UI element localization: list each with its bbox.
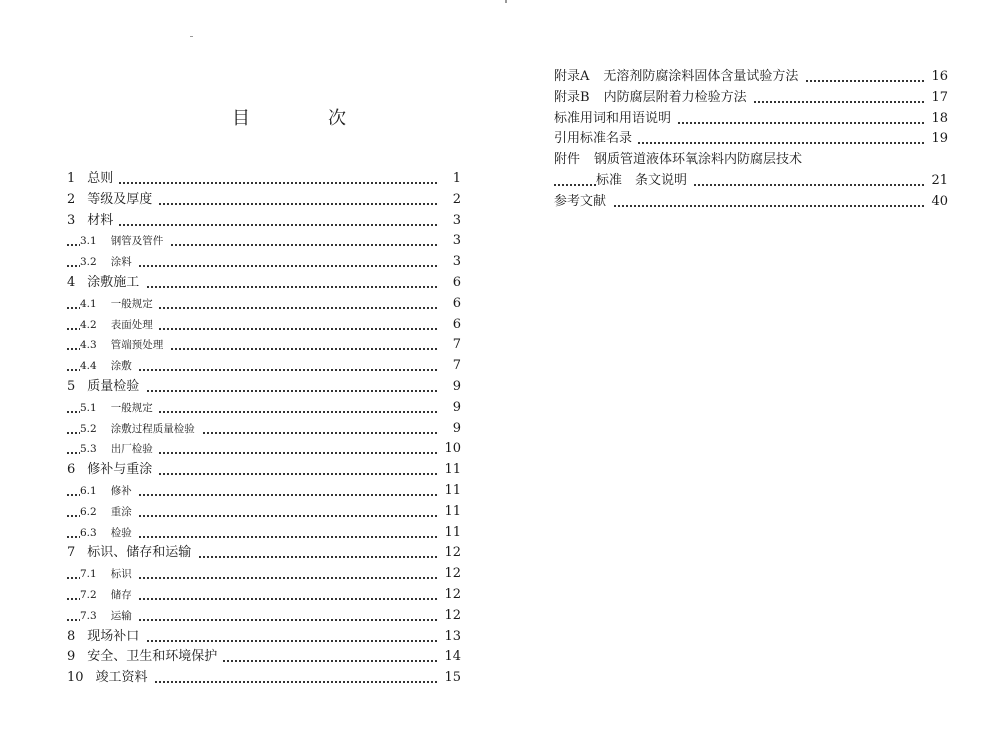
toc-entry-number: 6 <box>67 462 76 478</box>
toc-entry-label <box>80 502 138 523</box>
toc-entry[interactable] <box>67 439 461 460</box>
toc-entry[interactable] <box>67 169 461 190</box>
toc-entry-title: 钢管及管件 <box>110 235 164 248</box>
toc-entry-page-number: 9 <box>438 398 461 419</box>
toc-entry-title: 等级及厚度 <box>87 191 153 207</box>
toc-entry-number: 7.1 <box>80 568 97 581</box>
toc-entry-title: 质量检验 <box>87 378 140 394</box>
toc-entry[interactable] <box>67 585 461 606</box>
toc-entry[interactable] <box>67 481 461 502</box>
toc-entry-title: 标准用词和用语说明 <box>554 110 672 126</box>
toc-entry[interactable] <box>554 109 948 130</box>
toc-entry-page-number: 18 <box>925 109 948 130</box>
toc-entry[interactable] <box>67 627 461 648</box>
toc-entry-title: 运输 <box>110 609 132 622</box>
toc-entry-title: 涂敷施工 <box>87 274 140 290</box>
toc-entry-title: 现场补口 <box>87 628 140 644</box>
toc-entry[interactable] <box>67 668 461 689</box>
toc-entry-page-number: 7 <box>438 335 461 356</box>
toc-entry[interactable] <box>67 273 461 294</box>
toc-entry-number: 4.2 <box>80 318 97 331</box>
toc-entry-title: 竣工资料 <box>95 670 148 686</box>
toc-entry-page-number: 14 <box>438 647 461 668</box>
toc-entry-page-number: 1 <box>438 169 461 190</box>
toc-entry-page-number: 11 <box>438 502 461 523</box>
toc-entry-label <box>596 171 693 192</box>
toc-entry-label <box>67 543 197 564</box>
toc-entry-label <box>80 419 201 440</box>
toc-entry[interactable] <box>67 294 461 315</box>
toc-entry-title: 标识 <box>110 568 132 581</box>
toc-entry-number: 附录B <box>554 89 590 105</box>
toc-entry[interactable] <box>67 377 461 398</box>
toc-entry-page-number: 3 <box>438 231 461 252</box>
toc-entry-number: 3 <box>67 212 76 228</box>
toc-entry-number: 附件 <box>554 152 581 168</box>
toc-entry-title: 涂敷 <box>110 360 132 373</box>
toc-entry-label <box>80 356 138 377</box>
toc-entry[interactable] <box>67 419 461 440</box>
toc-entry-label <box>554 129 638 150</box>
toc-entry-label <box>80 252 138 273</box>
toc-entry[interactable] <box>554 88 948 109</box>
toc-entry-page-number: 11 <box>438 523 461 544</box>
toc-entry-label <box>80 585 138 606</box>
toc-entry-number: 10 <box>67 670 84 686</box>
toc-entry-label <box>554 192 612 213</box>
toc-entry-label <box>67 647 223 668</box>
toc-entry-title: 涂敷过程质量检验 <box>110 422 195 435</box>
toc-entry-label <box>80 523 138 544</box>
toc-entry[interactable] <box>67 502 461 523</box>
toc-entry[interactable] <box>67 356 461 377</box>
toc-entry-page-number: 13 <box>438 627 461 648</box>
toc-entry-label <box>554 88 753 109</box>
toc-entry[interactable] <box>67 211 461 232</box>
toc-entry-page-number: 2 <box>438 190 461 211</box>
toc-entry-label <box>80 439 159 460</box>
toc-entry-title: 涂料 <box>110 256 132 269</box>
toc-entry-title: 总则 <box>87 171 114 186</box>
toc-entry-number: 6.2 <box>80 505 97 518</box>
toc-entry-title: 修补与重涂 <box>87 462 153 478</box>
toc-entry[interactable] <box>67 543 461 564</box>
toc-entry-page-number: 7 <box>438 356 461 377</box>
toc-leader-dots <box>67 224 437 226</box>
toc-entry-page-number: 3 <box>438 252 461 273</box>
toc-entry-number: 4.1 <box>80 297 97 310</box>
toc-entry-label <box>80 315 159 336</box>
toc-entry-label <box>80 335 169 356</box>
toc-entry-number: 4.3 <box>80 339 97 352</box>
toc-entry[interactable] <box>67 460 461 481</box>
scan-speck <box>190 36 193 37</box>
toc-entry-label <box>67 190 158 211</box>
toc-entry-page-number: 6 <box>438 294 461 315</box>
toc-entry-title: 标准 条文说明 <box>596 172 688 188</box>
toc-entry-page-number: 17 <box>925 88 948 109</box>
toc-entry-number: 5.2 <box>80 422 97 435</box>
toc-entry[interactable] <box>67 231 461 252</box>
toc-entry-title: 表面处理 <box>110 318 153 331</box>
toc-entry-title: 重涂 <box>110 505 132 518</box>
toc-entry-page-number: 21 <box>925 171 948 192</box>
toc-entry-page-number: 16 <box>925 67 948 88</box>
toc-entry-page-number: 11 <box>438 481 461 502</box>
toc-entry-label <box>67 211 119 232</box>
toc-entry-page-number: 19 <box>925 129 948 150</box>
toc-entry-page-number: 12 <box>438 606 461 627</box>
toc-entry-page-number: 12 <box>438 564 461 585</box>
toc-entry-number: 9 <box>67 649 76 665</box>
toc-entry-title: 管端预处理 <box>110 339 164 352</box>
toc-entry[interactable] <box>67 335 461 356</box>
toc-entry-label <box>554 67 804 88</box>
toc-entry-page-number: 6 <box>438 315 461 336</box>
toc-entry[interactable] <box>67 523 461 544</box>
toc-entry-number: 3.1 <box>80 235 97 248</box>
toc-entry-page-number: 6 <box>438 273 461 294</box>
toc-entry-title: 标识、储存和运输 <box>87 545 192 561</box>
toc-entry[interactable] <box>67 564 461 585</box>
toc-entry-page-number: 3 <box>438 211 461 232</box>
toc-entry-title: 引用标准名录 <box>554 131 633 147</box>
toc-entry-label <box>80 564 138 585</box>
toc-entry[interactable] <box>67 190 461 211</box>
toc-entry-label <box>80 481 138 502</box>
toc-entry-page-number: 9 <box>438 419 461 440</box>
toc-entry-title: 安全、卫生和环境保护 <box>87 649 218 665</box>
toc-entry-label <box>67 169 119 190</box>
scan-speck <box>505 0 507 3</box>
toc-entry[interactable] <box>67 252 461 273</box>
toc-entry-page-number: 11 <box>438 460 461 481</box>
toc-entry-title: 参考文献 <box>554 193 607 209</box>
toc-entry-title: 一般规定 <box>110 297 153 310</box>
toc-entry-number: 2 <box>67 191 76 207</box>
toc-leader-dots <box>67 182 437 184</box>
toc-entry-title: 出厂检验 <box>110 443 153 456</box>
toc-entry-label <box>67 668 154 689</box>
toc-entry-number: 5 <box>67 378 76 394</box>
toc-entry-title: 钢质管道液体环氧涂料内防腐层技术 <box>594 152 803 168</box>
toc-entry-number: 3.2 <box>80 256 97 269</box>
toc-entry-number: 8 <box>67 628 76 644</box>
toc-entry[interactable] <box>67 398 461 419</box>
toc-entry-label <box>80 398 159 419</box>
toc-entry-title: 无溶剂防腐涂料固体含量试验方法 <box>603 69 799 84</box>
toc-entry[interactable] <box>554 192 948 213</box>
toc-entry[interactable] <box>554 171 948 192</box>
toc-entry-title: 检验 <box>110 526 132 539</box>
toc-entry[interactable] <box>554 67 948 88</box>
toc-entry[interactable] <box>67 606 461 627</box>
toc-entry[interactable] <box>554 150 948 171</box>
toc-entry-number: 5.3 <box>80 443 97 456</box>
toc-entry-title: 修补 <box>110 484 132 497</box>
toc-entry-title: 材料 <box>87 212 114 228</box>
toc-entry-number: 附录A <box>554 69 590 84</box>
toc-entry-label <box>67 627 145 648</box>
toc-entry-title: 储存 <box>110 588 132 601</box>
toc-entry-number: 1 <box>67 171 76 186</box>
toc-entry-number: 5.1 <box>80 401 97 414</box>
toc-entry-page-number: 40 <box>925 192 948 213</box>
toc-entry-label <box>67 377 145 398</box>
toc-entry-label <box>554 109 677 130</box>
toc-entry-page-number: 9 <box>438 377 461 398</box>
toc-entry-number: 7 <box>67 545 76 561</box>
toc-entry-title: 内防腐层附着力检验方法 <box>603 89 747 105</box>
page-title: 目 次 <box>232 108 376 129</box>
toc-entry-number: 4 <box>67 274 76 290</box>
toc-entry-label <box>67 273 145 294</box>
toc-entry-label <box>554 150 808 171</box>
toc-entry[interactable] <box>554 129 948 150</box>
toc-entry-label <box>80 606 138 627</box>
table-of-contents-left <box>67 169 461 689</box>
toc-entry-number: 7.2 <box>80 588 97 601</box>
toc-entry-page-number: 12 <box>438 585 461 606</box>
toc-entry-label <box>67 460 158 481</box>
toc-entry[interactable] <box>67 647 461 668</box>
toc-entry-page-number: 12 <box>438 543 461 564</box>
table-of-contents-right <box>554 67 948 213</box>
toc-entry-page-number: 15 <box>438 668 461 689</box>
toc-entry-number: 6.1 <box>80 484 97 497</box>
toc-entry-title: 一般规定 <box>110 401 153 414</box>
toc-entry-number: 4.4 <box>80 360 97 373</box>
toc-entry-page-number: 10 <box>438 439 461 460</box>
toc-entry-label <box>80 294 159 315</box>
toc-entry-number: 6.3 <box>80 526 97 539</box>
toc-entry[interactable] <box>67 315 461 336</box>
toc-entry-label <box>80 231 169 252</box>
toc-entry-number: 7.3 <box>80 609 97 622</box>
